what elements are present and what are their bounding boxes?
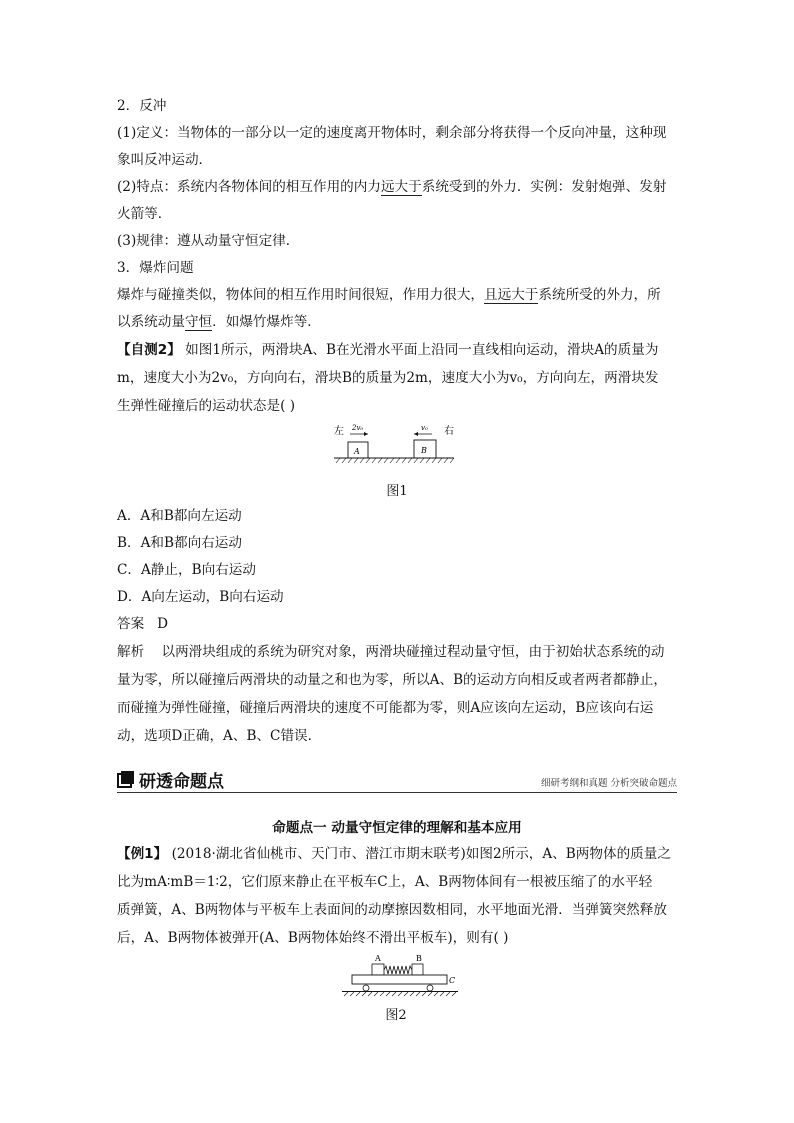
example1-line4: 后，A、B两物体被弹开(A、B两物体始终不滑出平板车)，则有( )	[117, 930, 509, 946]
fig2-cart	[352, 975, 447, 984]
analysis-line4: 动，选项D正确，A、B、C错误．	[117, 728, 322, 744]
fig2-a-label: A	[375, 954, 381, 963]
selftest-text1: 如图1所示，两滑块A、B在光滑水平面上沿同一直线相向运动，滑块A的质量为	[180, 342, 659, 358]
fig1-vb-label: v₀	[421, 424, 428, 432]
part2-feature	[117, 177, 666, 197]
part3-line1	[117, 285, 661, 305]
section-subtitle: 细研考纲和真题 分析突破命题点	[540, 778, 677, 789]
p3-l1a: 爆炸与碰撞类似，物体间的相互作用时间很短，作用力很大，	[117, 287, 485, 303]
fig1-va-label: 2v₀	[352, 424, 364, 432]
fig1-right-label: 右	[444, 426, 454, 437]
selftest-line2: m，速度大小为2v₀，方向向右，滑块B的质量为2m，速度大小为v₀，方向向左，两滑块发	[117, 370, 659, 386]
analysis-text1: 以两滑块组成的系统为研究对象，两滑块碰撞过程动量守恒，由于初始状态系统的动	[161, 644, 665, 660]
answer-value: D	[157, 616, 169, 632]
topic-title: 命题点一 动量守恒定律的理解和基本应用	[272, 820, 522, 836]
p3-l1u: 且远大于	[484, 287, 539, 303]
p3-l2b: ．如爆竹爆炸等．	[212, 314, 321, 330]
part3-heading: 3．爆炸问题	[117, 260, 194, 276]
answer-label: 答案	[117, 616, 145, 632]
fig2-wheel-right	[427, 985, 433, 991]
selftest-line1	[117, 340, 658, 360]
fig2-block-b	[412, 964, 423, 975]
section-header	[117, 766, 677, 793]
fig2-wheel-left	[363, 985, 369, 991]
option-d: D．A向左运动，B向右运动	[117, 589, 284, 605]
p3-l1b: 系统所受的外力，所	[538, 287, 661, 303]
p3-l2a: 以系统动量	[117, 314, 185, 330]
fig1-a-label: A	[354, 447, 360, 456]
figure2-caption: 图2	[385, 1008, 407, 1023]
feature-text-a: (2)特点：系统内各物体间的相互作用的内力	[117, 179, 381, 195]
selftest-line3: 生弹性碰撞后的运动状态是( )	[117, 398, 296, 414]
option-b: B．A和B都向右运动	[117, 535, 242, 551]
analysis-line3: 而碰撞为弹性碰撞，碰撞后两滑块的速度不可能都为零，则A应该向左运动，B应该向右运	[117, 700, 654, 716]
fig2-b-label: B	[416, 954, 422, 963]
analysis-line1	[117, 642, 664, 662]
fig1-b-label: B	[421, 446, 427, 455]
analysis-label: 解析	[117, 644, 145, 660]
feature-underline: 远大于	[380, 179, 422, 195]
section-square-icon	[117, 770, 135, 788]
fig1-arrowhead-right	[364, 432, 368, 436]
example1-line3: 质弹簧，A、B两物体与平板车上表面间的动摩擦因数相同，水平地面光滑．当弹簧突然释放	[117, 902, 667, 918]
figure2-diagram	[338, 952, 464, 998]
answer-line	[117, 614, 168, 634]
feature-text-b: 系统受到的外力．实例：发射炮弹、发射	[421, 179, 667, 195]
fig2-block-a	[372, 964, 384, 975]
part2-definition-cont: 象叫反冲运动．	[117, 152, 213, 168]
selftest-tag: 【自测2】	[117, 342, 181, 358]
part2-definition: (1)定义：当物体的一部分以一定的速度离开物体时，剩余部分将获得一个反向冲量，这种现	[117, 125, 667, 141]
part2-heading: 2．反冲	[117, 98, 167, 114]
analysis-line2: 量为零，所以碰撞后两滑块的动量之和也为零，所以A、B的运动方向相反或者两者都静止，	[117, 672, 667, 688]
example1-line2: 比为mA∶mB＝1∶2，它们原来静止在平板车C上，A、B两物体间有一根被压缩了的水平轻	[117, 874, 653, 890]
part2-feature-cont: 火箭等．	[117, 206, 172, 222]
fig2-ground-hatching	[344, 992, 456, 996]
example1-line1	[117, 844, 671, 864]
example1-tag: 【例1】	[117, 846, 168, 862]
part2-rule: (3)规律：遵从动量守恒定律．	[117, 233, 300, 249]
part3-line2	[117, 312, 321, 332]
example1-text1: (2018·湖北省仙桃市、天门市、潜江市期末联考)如图2所示，A、B两物体的质量之	[167, 846, 671, 862]
option-a: A．A和B都向左运动	[117, 508, 242, 524]
fig1-ground-hatching	[336, 458, 454, 463]
figure1-diagram	[330, 420, 460, 470]
fig2-c-label: C	[449, 976, 456, 985]
section-title: 研透命题点	[139, 772, 224, 792]
fig2-spring	[384, 966, 412, 974]
figure1-caption: 图1	[386, 484, 408, 499]
option-c: C．A静止，B向右运动	[117, 562, 256, 578]
fig1-arrowhead-left	[414, 432, 418, 436]
fig1-left-label: 左	[334, 426, 344, 437]
p3-l2u: 守恒	[184, 314, 213, 330]
